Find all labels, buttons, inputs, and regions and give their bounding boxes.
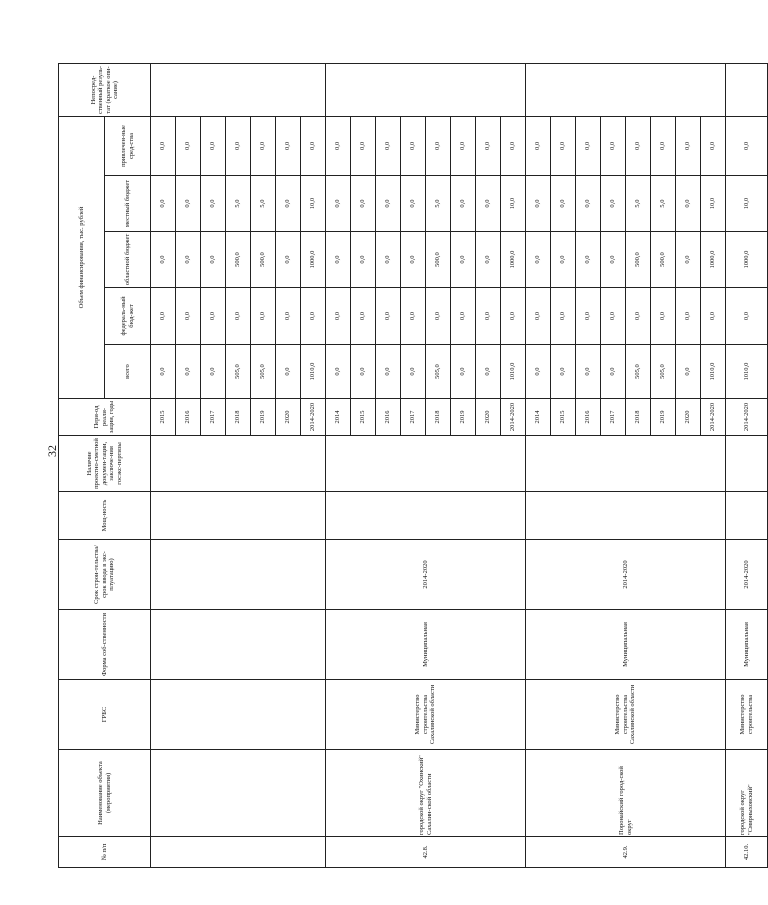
header-period: Пери-од реали-зации, годы bbox=[59, 399, 151, 436]
regional-cell: 500,0 bbox=[226, 232, 251, 288]
year-cell: 2016 bbox=[376, 399, 401, 436]
total-cell: 0,0 bbox=[151, 345, 176, 399]
header-num: № п/п bbox=[59, 837, 151, 868]
regional-cell: 500,0 bbox=[651, 232, 676, 288]
table-body bbox=[59, 63, 768, 867]
federal-cell: 0,0 bbox=[701, 288, 726, 345]
federal-cell: 0,0 bbox=[676, 288, 701, 345]
local-cell: 10,0 bbox=[701, 176, 726, 232]
local-cell: 10,0 bbox=[726, 176, 768, 232]
item-result bbox=[326, 63, 526, 116]
item-name: городской округ "Охинский" Сахалин-ской области bbox=[326, 750, 526, 837]
total-cell: 0,0 bbox=[326, 345, 351, 399]
year-cell: 2014-2020 bbox=[701, 399, 726, 436]
other-cell: 0,0 bbox=[301, 116, 326, 175]
docs-cell bbox=[151, 436, 326, 492]
regional-cell: 0,0 bbox=[476, 232, 501, 288]
regional-cell: 0,0 bbox=[276, 232, 301, 288]
table-row bbox=[326, 63, 351, 867]
regional-cell: 0,0 bbox=[401, 232, 426, 288]
regional-cell: 0,0 bbox=[176, 232, 201, 288]
item-capacity bbox=[326, 492, 526, 540]
item-docs bbox=[326, 436, 526, 492]
total-cell: 0,0 bbox=[551, 345, 576, 399]
federal-cell: 0,0 bbox=[301, 288, 326, 345]
total-cell: 0,0 bbox=[451, 345, 476, 399]
local-cell: 0,0 bbox=[351, 176, 376, 232]
local-cell: 5,0 bbox=[251, 176, 276, 232]
federal-cell: 0,0 bbox=[726, 288, 768, 345]
table-row bbox=[151, 63, 176, 867]
item-term: 2014-2020 bbox=[526, 540, 726, 610]
total-cell: 505,0 bbox=[251, 345, 276, 399]
other-cell: 0,0 bbox=[726, 116, 768, 175]
local-cell: 0,0 bbox=[676, 176, 701, 232]
year-cell: 2015 bbox=[151, 399, 176, 436]
regional-cell: 500,0 bbox=[251, 232, 276, 288]
federal-cell: 0,0 bbox=[451, 288, 476, 345]
total-cell: 1010,0 bbox=[301, 345, 326, 399]
federal-cell: 0,0 bbox=[176, 288, 201, 345]
regional-cell: 0,0 bbox=[151, 232, 176, 288]
term-cell bbox=[151, 540, 326, 610]
local-cell: 0,0 bbox=[326, 176, 351, 232]
item-docs bbox=[526, 436, 726, 492]
item-grbs: Министерство строительства Сахалинской области bbox=[526, 680, 726, 750]
local-cell: 5,0 bbox=[426, 176, 451, 232]
regional-cell: 1000,0 bbox=[726, 232, 768, 288]
federal-cell: 0,0 bbox=[351, 288, 376, 345]
other-cell: 0,0 bbox=[276, 116, 301, 175]
item-number: 42.9. bbox=[526, 837, 726, 868]
item-name: Поронайский город-ской округ bbox=[526, 750, 726, 837]
other-cell: 0,0 bbox=[401, 116, 426, 175]
year-cell: 2020 bbox=[476, 399, 501, 436]
total-cell: 0,0 bbox=[476, 345, 501, 399]
regional-cell: 1000,0 bbox=[301, 232, 326, 288]
local-cell: 0,0 bbox=[376, 176, 401, 232]
other-cell: 0,0 bbox=[676, 116, 701, 175]
header-funding: Объем финансирования, тыс. рублей bbox=[59, 116, 105, 398]
other-cell: 0,0 bbox=[226, 116, 251, 175]
local-cell: 5,0 bbox=[651, 176, 676, 232]
total-cell: 505,0 bbox=[651, 345, 676, 399]
table-row bbox=[726, 63, 768, 867]
total-cell: 0,0 bbox=[376, 345, 401, 399]
federal-cell: 0,0 bbox=[251, 288, 276, 345]
regional-cell: 0,0 bbox=[201, 232, 226, 288]
funding-table bbox=[58, 63, 768, 868]
item-ownership: Муниципальная bbox=[526, 610, 726, 680]
federal-cell: 0,0 bbox=[576, 288, 601, 345]
year-cell: 2018 bbox=[226, 399, 251, 436]
header-result: Непосред-ственный резуль-тат (краткое опи-сание) bbox=[59, 63, 151, 116]
federal-cell: 0,0 bbox=[326, 288, 351, 345]
federal-cell: 0,0 bbox=[601, 288, 626, 345]
federal-cell: 0,0 bbox=[476, 288, 501, 345]
header-ownership: Форма соб-ственности bbox=[59, 610, 151, 680]
local-cell: 5,0 bbox=[626, 176, 651, 232]
header-local: местный бюджет bbox=[105, 176, 151, 232]
other-cell: 0,0 bbox=[376, 116, 401, 175]
other-cell: 0,0 bbox=[551, 116, 576, 175]
item-result bbox=[726, 63, 768, 116]
year-cell: 2014-2020 bbox=[301, 399, 326, 436]
regional-cell: 0,0 bbox=[676, 232, 701, 288]
total-cell: 0,0 bbox=[176, 345, 201, 399]
other-cell: 0,0 bbox=[526, 116, 551, 175]
item-result bbox=[526, 63, 726, 116]
header-capacity: Мощ-ность bbox=[59, 492, 151, 540]
page-number: 32 bbox=[45, 445, 59, 457]
total-cell: 0,0 bbox=[351, 345, 376, 399]
other-cell: 0,0 bbox=[601, 116, 626, 175]
federal-cell: 0,0 bbox=[201, 288, 226, 345]
other-cell: 0,0 bbox=[351, 116, 376, 175]
other-cell: 0,0 bbox=[426, 116, 451, 175]
item-docs bbox=[726, 436, 768, 492]
item-number: 42.8. bbox=[326, 837, 526, 868]
total-cell: 505,0 bbox=[626, 345, 651, 399]
regional-cell: 0,0 bbox=[551, 232, 576, 288]
header-grbs: ГРБС bbox=[59, 680, 151, 750]
item-term: 2014-2020 bbox=[326, 540, 526, 610]
item-capacity bbox=[726, 492, 768, 540]
year-cell: 2017 bbox=[201, 399, 226, 436]
federal-cell: 0,0 bbox=[276, 288, 301, 345]
year-cell: 2014-2020 bbox=[726, 399, 768, 436]
local-cell: 0,0 bbox=[201, 176, 226, 232]
header-total: всего bbox=[105, 345, 151, 399]
other-cell: 0,0 bbox=[251, 116, 276, 175]
year-cell: 2019 bbox=[451, 399, 476, 436]
other-cell: 0,0 bbox=[651, 116, 676, 175]
federal-cell: 0,0 bbox=[401, 288, 426, 345]
year-cell: 2016 bbox=[176, 399, 201, 436]
federal-cell: 0,0 bbox=[376, 288, 401, 345]
table-row bbox=[526, 63, 551, 867]
year-cell: 2015 bbox=[551, 399, 576, 436]
total-cell: 505,0 bbox=[426, 345, 451, 399]
grbs-cell bbox=[151, 680, 326, 750]
local-cell: 0,0 bbox=[551, 176, 576, 232]
regional-cell: 0,0 bbox=[376, 232, 401, 288]
local-cell: 0,0 bbox=[526, 176, 551, 232]
year-cell: 2018 bbox=[626, 399, 651, 436]
item-grbs: Министерство строительства Сахалинской области bbox=[326, 680, 526, 750]
header-term: Срок строи-тельства/срок ввода в экс-плуатацию) bbox=[59, 540, 151, 610]
federal-cell: 0,0 bbox=[551, 288, 576, 345]
total-cell: 1010,0 bbox=[726, 345, 768, 399]
year-cell: 2014 bbox=[326, 399, 351, 436]
other-cell: 0,0 bbox=[326, 116, 351, 175]
year-cell: 2014 bbox=[526, 399, 551, 436]
total-cell: 0,0 bbox=[401, 345, 426, 399]
year-cell: 2017 bbox=[401, 399, 426, 436]
regional-cell: 0,0 bbox=[351, 232, 376, 288]
ownership-cell bbox=[151, 610, 326, 680]
total-cell: 0,0 bbox=[526, 345, 551, 399]
federal-cell: 0,0 bbox=[426, 288, 451, 345]
other-cell: 0,0 bbox=[176, 116, 201, 175]
local-cell: 10,0 bbox=[501, 176, 526, 232]
item-number: 42.10. bbox=[726, 837, 768, 868]
other-cell: 0,0 bbox=[576, 116, 601, 175]
item-ownership: Муниципальная bbox=[726, 610, 768, 680]
year-cell: 2014-2020 bbox=[501, 399, 526, 436]
local-cell: 0,0 bbox=[401, 176, 426, 232]
header-project-docs: Наличие проектно-сметной докумен-тации, заключе-ния госэкс-пертизы bbox=[59, 436, 151, 492]
capacity-cell bbox=[151, 492, 326, 540]
regional-cell: 0,0 bbox=[326, 232, 351, 288]
regional-cell: 1000,0 bbox=[701, 232, 726, 288]
result-cell bbox=[151, 63, 326, 116]
other-cell: 0,0 bbox=[626, 116, 651, 175]
local-cell: 0,0 bbox=[176, 176, 201, 232]
year-cell: 2016 bbox=[576, 399, 601, 436]
federal-cell: 0,0 bbox=[626, 288, 651, 345]
local-cell: 0,0 bbox=[151, 176, 176, 232]
rotated-table-wrapper bbox=[58, 64, 754, 868]
item-capacity bbox=[526, 492, 726, 540]
total-cell: 0,0 bbox=[276, 345, 301, 399]
other-cell: 0,0 bbox=[151, 116, 176, 175]
total-cell: 0,0 bbox=[576, 345, 601, 399]
local-cell: 10,0 bbox=[301, 176, 326, 232]
header-other: привлечен-ные сред-ства bbox=[105, 116, 151, 175]
item-name: городской округ "Смирныховский" bbox=[726, 750, 768, 837]
header-name: Наименование объекта (мероприятия) bbox=[59, 750, 151, 837]
header-federal: федераль-ный бюд-жет bbox=[105, 288, 151, 345]
other-cell: 0,0 bbox=[701, 116, 726, 175]
item-grbs: Министерство строительства bbox=[726, 680, 768, 750]
year-cell: 2019 bbox=[651, 399, 676, 436]
local-cell: 0,0 bbox=[576, 176, 601, 232]
regional-cell: 0,0 bbox=[601, 232, 626, 288]
regional-cell: 500,0 bbox=[626, 232, 651, 288]
other-cell: 0,0 bbox=[201, 116, 226, 175]
federal-cell: 0,0 bbox=[151, 288, 176, 345]
num-cell bbox=[151, 837, 326, 868]
year-cell: 2019 bbox=[251, 399, 276, 436]
year-cell: 2015 bbox=[351, 399, 376, 436]
total-cell: 1010,0 bbox=[701, 345, 726, 399]
regional-cell: 0,0 bbox=[451, 232, 476, 288]
name-cell bbox=[151, 750, 326, 837]
year-cell: 2017 bbox=[601, 399, 626, 436]
other-cell: 0,0 bbox=[501, 116, 526, 175]
year-cell: 2020 bbox=[276, 399, 301, 436]
regional-cell: 500,0 bbox=[426, 232, 451, 288]
header-regional: областной бюджет bbox=[105, 232, 151, 288]
other-cell: 0,0 bbox=[451, 116, 476, 175]
regional-cell: 0,0 bbox=[576, 232, 601, 288]
other-cell: 0,0 bbox=[476, 116, 501, 175]
total-cell: 0,0 bbox=[201, 345, 226, 399]
header-row bbox=[59, 63, 105, 867]
total-cell: 0,0 bbox=[676, 345, 701, 399]
local-cell: 0,0 bbox=[601, 176, 626, 232]
federal-cell: 0,0 bbox=[501, 288, 526, 345]
total-cell: 505,0 bbox=[226, 345, 251, 399]
local-cell: 0,0 bbox=[476, 176, 501, 232]
total-cell: 0,0 bbox=[601, 345, 626, 399]
local-cell: 5,0 bbox=[226, 176, 251, 232]
item-term: 2014-2020 bbox=[726, 540, 768, 610]
federal-cell: 0,0 bbox=[226, 288, 251, 345]
regional-cell: 0,0 bbox=[526, 232, 551, 288]
local-cell: 0,0 bbox=[451, 176, 476, 232]
year-cell: 2020 bbox=[676, 399, 701, 436]
total-cell: 1010,0 bbox=[501, 345, 526, 399]
year-cell: 2018 bbox=[426, 399, 451, 436]
local-cell: 0,0 bbox=[276, 176, 301, 232]
item-ownership: Муниципальная bbox=[326, 610, 526, 680]
regional-cell: 1000,0 bbox=[501, 232, 526, 288]
federal-cell: 0,0 bbox=[526, 288, 551, 345]
federal-cell: 0,0 bbox=[651, 288, 676, 345]
